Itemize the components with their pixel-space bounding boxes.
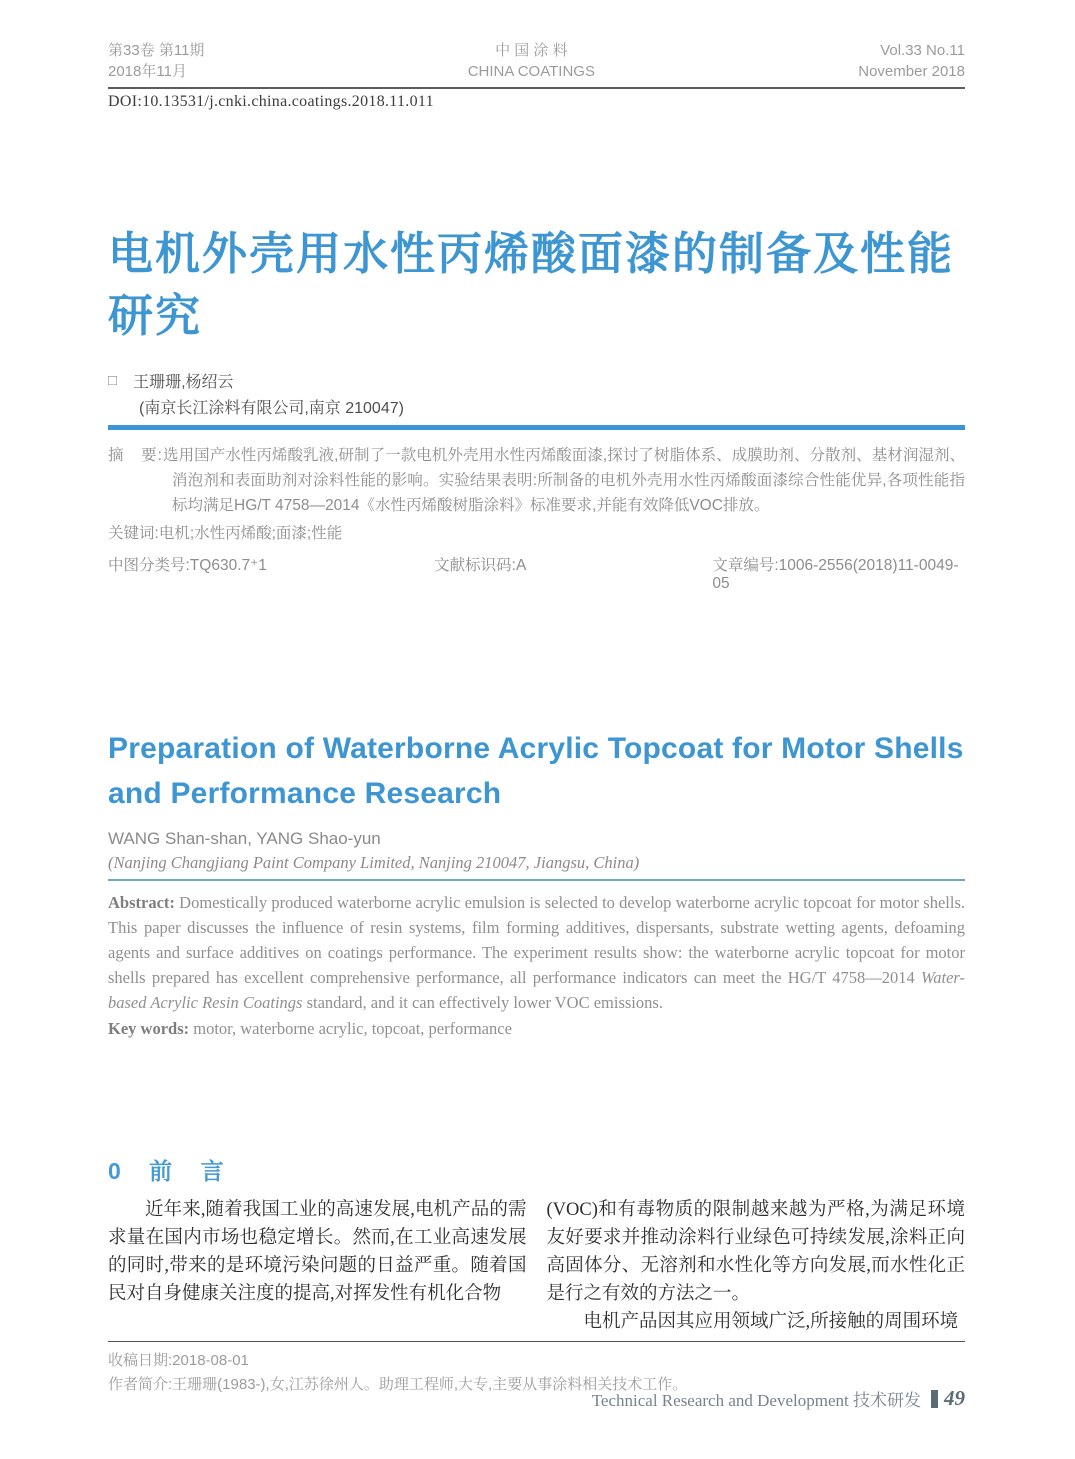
article-id: 文章编号:1006-2556(2018)11-0049-05 <box>712 557 959 592</box>
abstract-en-italic: Water-based Acrylic Resin Coatings <box>108 968 965 1012</box>
authors-cn: 王珊珊,杨绍云 <box>133 374 234 391</box>
page-footer <box>592 1386 965 1411</box>
keywords-en <box>108 1016 965 1041</box>
body-column-right <box>547 1196 966 1336</box>
intro-paragraph-1: 近年来,随着我国工业的高速发展,电机产品的需求量在国内市场也稳定增长。然而,在工业高速发展的同时,带来的是环境污染问题的日益严重。随着国民对自身健康关注度的提高,对挥发性有机化合物 <box>108 1200 527 1304</box>
keywords-cn <box>108 521 965 546</box>
volume-issue-en: Vol.33 No.11 <box>880 42 965 59</box>
authors-cn-row <box>108 369 965 392</box>
journal-name-en: CHINA COATINGS <box>467 63 595 80</box>
abstract-en-label: Abstract: <box>108 893 175 912</box>
journal-name <box>468 40 595 82</box>
intro-paragraph-2: 电机产品因其应用领域广泛,所接触的周围环境 <box>583 1312 959 1332</box>
header-divider <box>108 87 965 89</box>
affiliation-en: (Nanjing Changjiang Paint Company Limited, Nanjing 210047, Jiangsu, China) <box>108 853 640 872</box>
date-en: November 2018 <box>858 63 965 80</box>
affiliation-cn: (南京长江涂料有限公司,南京 210047) <box>139 400 404 417</box>
clc-number: 中图分类号:TQ630.7⁺1 <box>108 557 267 574</box>
date-cn: 2018年11月 <box>108 63 187 80</box>
abstract-en <box>108 890 965 1015</box>
body-column-left <box>108 1196 527 1336</box>
keywords-cn-label: 关键词: <box>108 525 159 542</box>
doi: DOI:10.13531/j.cnki.china.coatings.2018.11.011 <box>108 93 434 110</box>
header-volume-issue <box>108 40 204 82</box>
section-heading-intro: 0 前 言 <box>108 1158 227 1184</box>
abstract-cn-label: 摘 要: <box>108 447 163 464</box>
journal-name-cn: 中 国 涂 料 <box>495 42 568 59</box>
keywords-cn-text: 电机;水性丙烯酸;面漆;性能 <box>158 525 343 542</box>
abstract-en-part1: Domestically produced waterborne acrylic emulsion is selected to develop waterborne acrylic topcoat for motor shells. This paper discusses the influence of resin systems, film forming additives, dispersants, substrate wetting agents, defoaming agents and surface additives on coatings performance. The experiment results show: the waterborne acrylic topcoat for motor shells prepared has excellent comprehensive performance, all performance indicators can meet the HG/T 4758—2014 <box>108 893 965 987</box>
document-code: 文献标识码:A <box>434 557 527 574</box>
footnote-divider <box>108 1341 965 1342</box>
author-marker-icon: □ <box>108 372 118 389</box>
body-columns <box>108 1196 965 1336</box>
abstract-cn <box>108 443 965 518</box>
article-title-en: Preparation of Waterborne Acrylic Topcoat for Motor Shells and Performance Research <box>108 732 964 810</box>
meta-row <box>108 553 965 593</box>
abstract-en-part2: standard, and it can effectively lower VOC emissions. <box>302 993 663 1012</box>
authors-en: WANG Shan-shan, YANG Shao-yun <box>108 829 381 848</box>
affiliation-divider <box>108 879 965 881</box>
footer-bar-icon <box>931 1390 938 1408</box>
received-date: 收稿日期:2018-08-01 <box>108 1352 249 1369</box>
footer-section-label: Technical Research and Development 技术研发 <box>591 1391 921 1410</box>
author-bio: 作者简介:王珊珊(1983-),女,江苏徐州人。助理工程师,大专,主要从事涂料相关技术工作。 <box>108 1376 688 1393</box>
header-volume-issue-en <box>858 40 965 82</box>
intro-paragraph-1-cont: (VOC)和有毒物质的限制越来越为严格,为满足环境友好要求并推动涂料行业绿色可持续发展,涂料正向高固体分、无溶剂和水性化等方向发展,而水性化正是行之有效的方法之一。 <box>546 1200 965 1304</box>
page-number: 49 <box>944 1386 965 1410</box>
abstract-cn-text: 选用国产水性丙烯酸乳液,研制了一款电机外壳用水性丙烯酸面漆,探讨了树脂体系、成膜助剂、分散剂、基材润湿剂、消泡剂和表面助剂对涂料性能的影响。实验结果表明:所制备的电机外壳用水性丙烯酸面漆综合性能优异,各项性能指标均满足HG/T 4758—2014《水性丙烯酸树脂涂料》标准要求,并能有效降低VOC排放。 <box>162 447 965 514</box>
keywords-en-text: motor, waterborne acrylic, topcoat, performance <box>189 1019 512 1038</box>
article-title-cn: 电机外壳用水性丙烯酸面漆的制备及性能研究 <box>108 228 955 341</box>
journal-header <box>108 40 965 82</box>
keywords-en-label: Key words: <box>108 1019 190 1038</box>
volume-issue-cn: 第33卷 第11期 <box>108 42 205 59</box>
title-divider <box>108 425 965 430</box>
